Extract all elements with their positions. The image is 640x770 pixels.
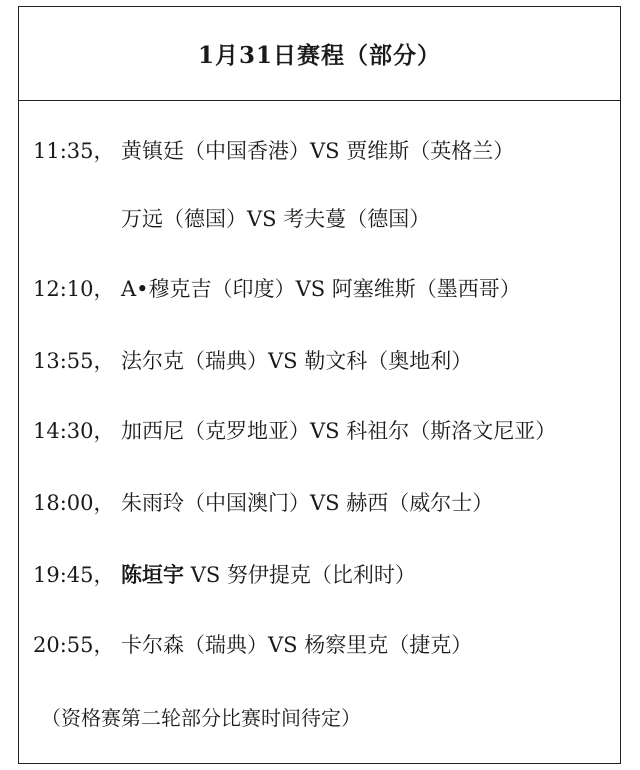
match-time: 19:45， — [33, 563, 115, 587]
match-time: 11:35， — [33, 139, 115, 163]
match-time: 14:30， — [33, 419, 115, 443]
match-time: 13:55， — [33, 349, 115, 373]
schedule-row — [33, 205, 430, 233]
schedule-row — [33, 631, 472, 659]
match-opponent: VS 杨察里克（捷克） — [268, 633, 473, 657]
match-opponent: VS 努伊提克（比利时） — [184, 563, 416, 587]
page-title: 1月31日赛程（部分） — [197, 42, 441, 69]
match-time: 20:55， — [33, 633, 115, 657]
match-player1: A•穆克吉（印度） — [121, 277, 296, 301]
schedule-row — [33, 417, 556, 445]
schedule-row — [33, 561, 416, 589]
match-time: 18:00， — [33, 491, 115, 515]
schedule-row — [33, 489, 493, 517]
schedule-row — [33, 275, 521, 303]
match-opponent: VS 考夫蔓（德国） — [247, 207, 431, 231]
match-player1: 万远（德国） — [121, 207, 247, 231]
match-player1: 卡尔森（瑞典） — [121, 633, 268, 657]
match-opponent: VS 赫西（威尔士） — [310, 491, 494, 515]
match-player1: 陈垣宇 — [121, 562, 184, 587]
match-player1: 加西尼（克罗地亚） — [121, 419, 310, 443]
match-opponent: VS 阿塞维斯（墨西哥） — [295, 277, 521, 301]
match-player1: 黄镇廷（中国香港） — [121, 139, 310, 163]
match-time: 12:10， — [33, 277, 115, 301]
footnote: （资格赛第二轮部分比赛时间待定） — [41, 706, 361, 730]
match-player1: 法尔克（瑞典） — [121, 349, 268, 373]
match-opponent: VS 勒文科（奥地利） — [268, 349, 473, 373]
header — [19, 7, 620, 101]
match-opponent: VS 科祖尔（斯洛文尼亚） — [310, 419, 557, 443]
match-player1: 朱雨玲（中国澳门） — [121, 491, 310, 515]
schedule-frame — [18, 6, 621, 764]
match-opponent: VS 贾维斯（英格兰） — [310, 139, 515, 163]
schedule-row — [33, 347, 472, 375]
schedule-row — [33, 137, 514, 165]
